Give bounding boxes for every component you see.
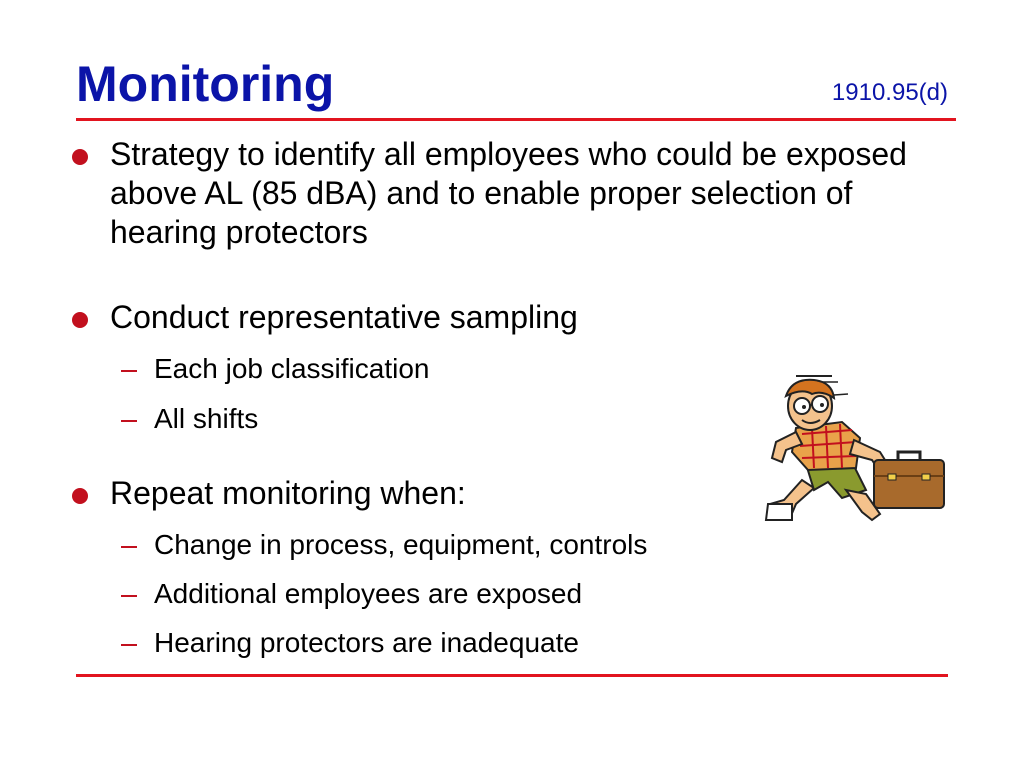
running-man-with-briefcase-icon xyxy=(762,372,952,524)
bullet-item: Conduct representative sampling xyxy=(110,299,578,335)
bullet-dot-icon xyxy=(72,312,88,328)
sub-bullet-dash-icon xyxy=(121,546,137,548)
sub-bullet-item: Change in process, equipment, controls xyxy=(154,529,648,560)
sub-bullet-dash-icon xyxy=(121,370,137,372)
bullet-item: Strategy to identify all employees who could be exposed above AL (85 dBA) and to enable proper selection of hearing protectors xyxy=(110,136,907,250)
sub-bullet-item: Additional employees are exposed xyxy=(154,578,583,609)
top-divider xyxy=(76,118,956,121)
bottom-divider xyxy=(76,674,948,677)
slide-title: Monitoring xyxy=(76,56,335,112)
sub-bullet-item: Each job classification xyxy=(154,353,430,384)
regulation-reference: 1910.95(d) xyxy=(831,79,948,106)
bullet-dot-icon xyxy=(72,149,88,165)
sub-bullet-dash-icon xyxy=(121,420,137,422)
sub-bullet-item: All shifts xyxy=(154,403,259,434)
bullet-item: Repeat monitoring when: xyxy=(110,475,466,511)
bullet-dot-icon xyxy=(72,488,88,504)
sub-bullet-dash-icon xyxy=(121,644,137,646)
sub-bullet-dash-icon xyxy=(121,595,137,597)
sub-bullet-item: Hearing protectors are inadequate xyxy=(154,627,579,658)
